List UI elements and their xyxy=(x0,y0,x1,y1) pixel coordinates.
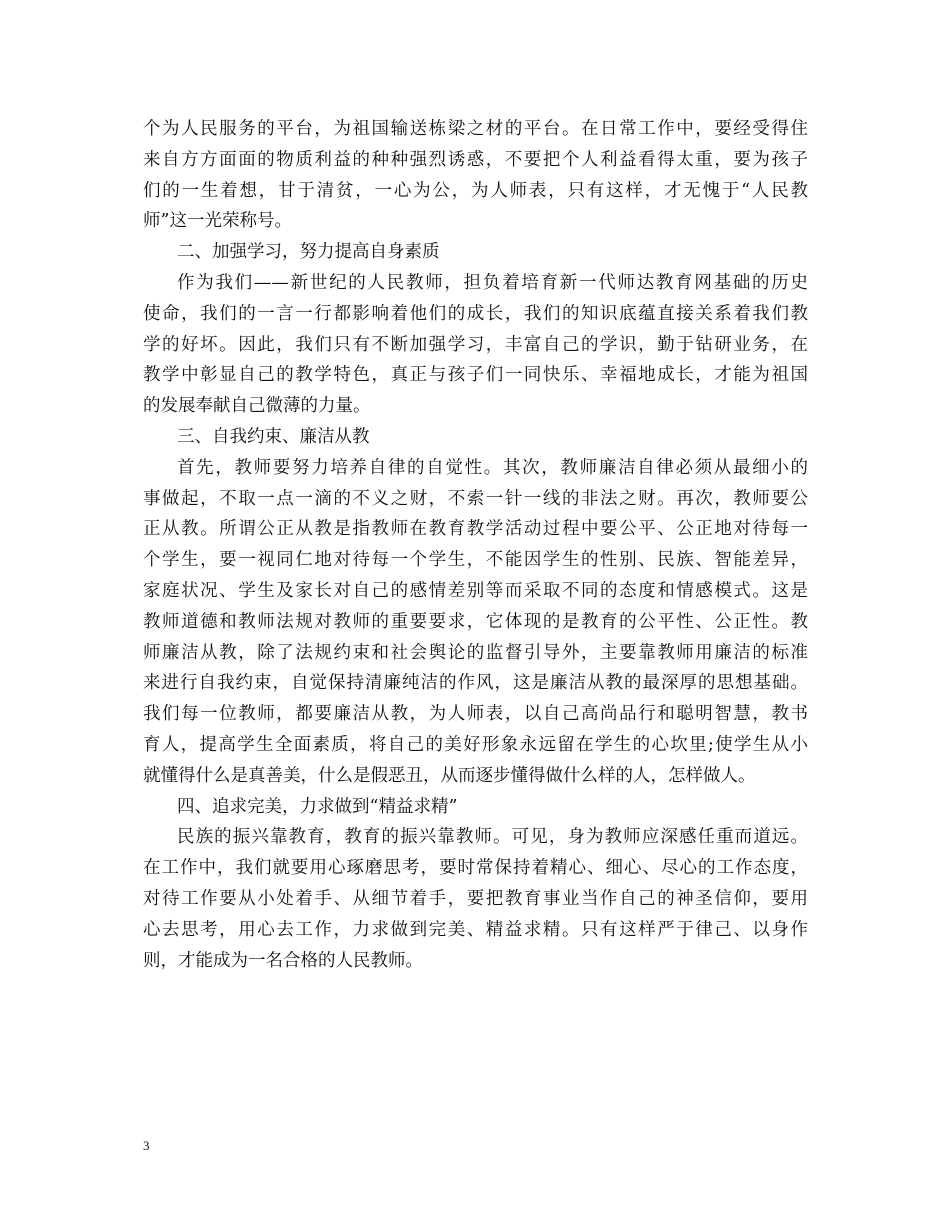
text-line: 家庭状况、学生及家长对自己的感情差别等而采取不同的态度和情感模式。这是 xyxy=(143,580,808,601)
text-line: 教学中彰显自己的教学特色，真正与孩子们一同快乐、幸福地成长，才能为祖国 xyxy=(143,365,808,386)
text-line: 就懂得什么是真善美，什么是假恶丑，从而逐步懂得做什么样的人，怎样做人。 xyxy=(143,765,756,786)
text-line: 民族的振兴靠教育，教育的振兴靠教师。可见，身为教师应深感任重而道远。 xyxy=(177,827,808,848)
text-line: 作为我们——新世纪的人民教师，担负着培育新一代师达教育网基础的历史 xyxy=(177,272,808,293)
page-number: 3 xyxy=(143,1138,150,1153)
text-line: 首先，教师要努力培养自律的自觉性。其次，教师廉洁自律必须从最细小的 xyxy=(177,457,808,478)
text-line: 来自方方面面的物质利益的种种强烈诱惑，不要把个人利益看得太重，要为孩子 xyxy=(143,149,808,170)
text-line: 们的一生着想，甘于清贫，一心为公，为人师表，只有这样，才无愧于“人民教 xyxy=(143,180,808,201)
text-line: 对待工作要从小处着手、从细节着手，要把教育事业当作自己的神圣信仰，要用 xyxy=(143,888,808,909)
section-heading: 四、追求完美，力求做到“精益求精” xyxy=(177,796,458,817)
document-body xyxy=(143,114,808,976)
text-line: 心去思考，用心去工作，力求做到完美、精益求精。只有这样严于律己、以身作 xyxy=(143,919,808,940)
section-heading: 二、加强学习，努力提高自身素质 xyxy=(177,242,440,263)
text-line: 的发展奉献自己微薄的力量。 xyxy=(143,396,371,417)
text-line: 使命，我们的一言一行都影响着他们的成长，我们的知识底蕴直接关系着我们教 xyxy=(143,303,808,324)
text-line: 师廉洁从教，除了法规约束和社会舆论的监督引导外，主要靠教师用廉洁的标准 xyxy=(143,642,808,663)
text-line: 个学生，要一视同仁地对待每一个学生，不能因学生的性别、民族、智能差异， xyxy=(143,550,808,571)
text-line: 师”这一光荣称号。 xyxy=(143,211,292,232)
text-line: 教师道德和教师法规对教师的重要要求，它体现的是教育的公平性、公正性。教 xyxy=(143,611,808,632)
text-line: 正从教。所谓公正从教是指教师在教育教学活动过程中要公平、公正地对待每一 xyxy=(143,519,808,540)
text-line: 我们每一位教师，都要廉洁从教，为人师表，以自己高尚品行和聪明智慧，教书 xyxy=(143,704,808,725)
text-line: 来进行自我约束，自觉保持清廉纯洁的作风，这是廉洁从教的最深厚的思想基础。 xyxy=(143,673,808,694)
section-heading: 三、自我约束、廉洁从教 xyxy=(177,426,370,447)
text-line: 则，才能成为一名合格的人民教师。 xyxy=(143,950,423,971)
text-line: 育人，提高学生全面素质，将自己的美好形象永远留在学生的心坎里;使学生从小 xyxy=(143,734,808,755)
text-line: 事做起，不取一点一滴的不义之财，不索一针一线的非法之财。再次，教师要公 xyxy=(143,488,808,509)
text-line: 学的好坏。因此，我们只有不断加强学习，丰富自己的学识，勤于钻研业务，在 xyxy=(143,334,808,355)
text-line: 个为人民服务的平台，为祖国输送栋梁之材的平台。在日常工作中，要经受得住 xyxy=(143,119,808,139)
text-line: 在工作中，我们就要用心琢磨思考，要时常保持着精心、细心、尽心的工作态度， xyxy=(143,858,808,879)
